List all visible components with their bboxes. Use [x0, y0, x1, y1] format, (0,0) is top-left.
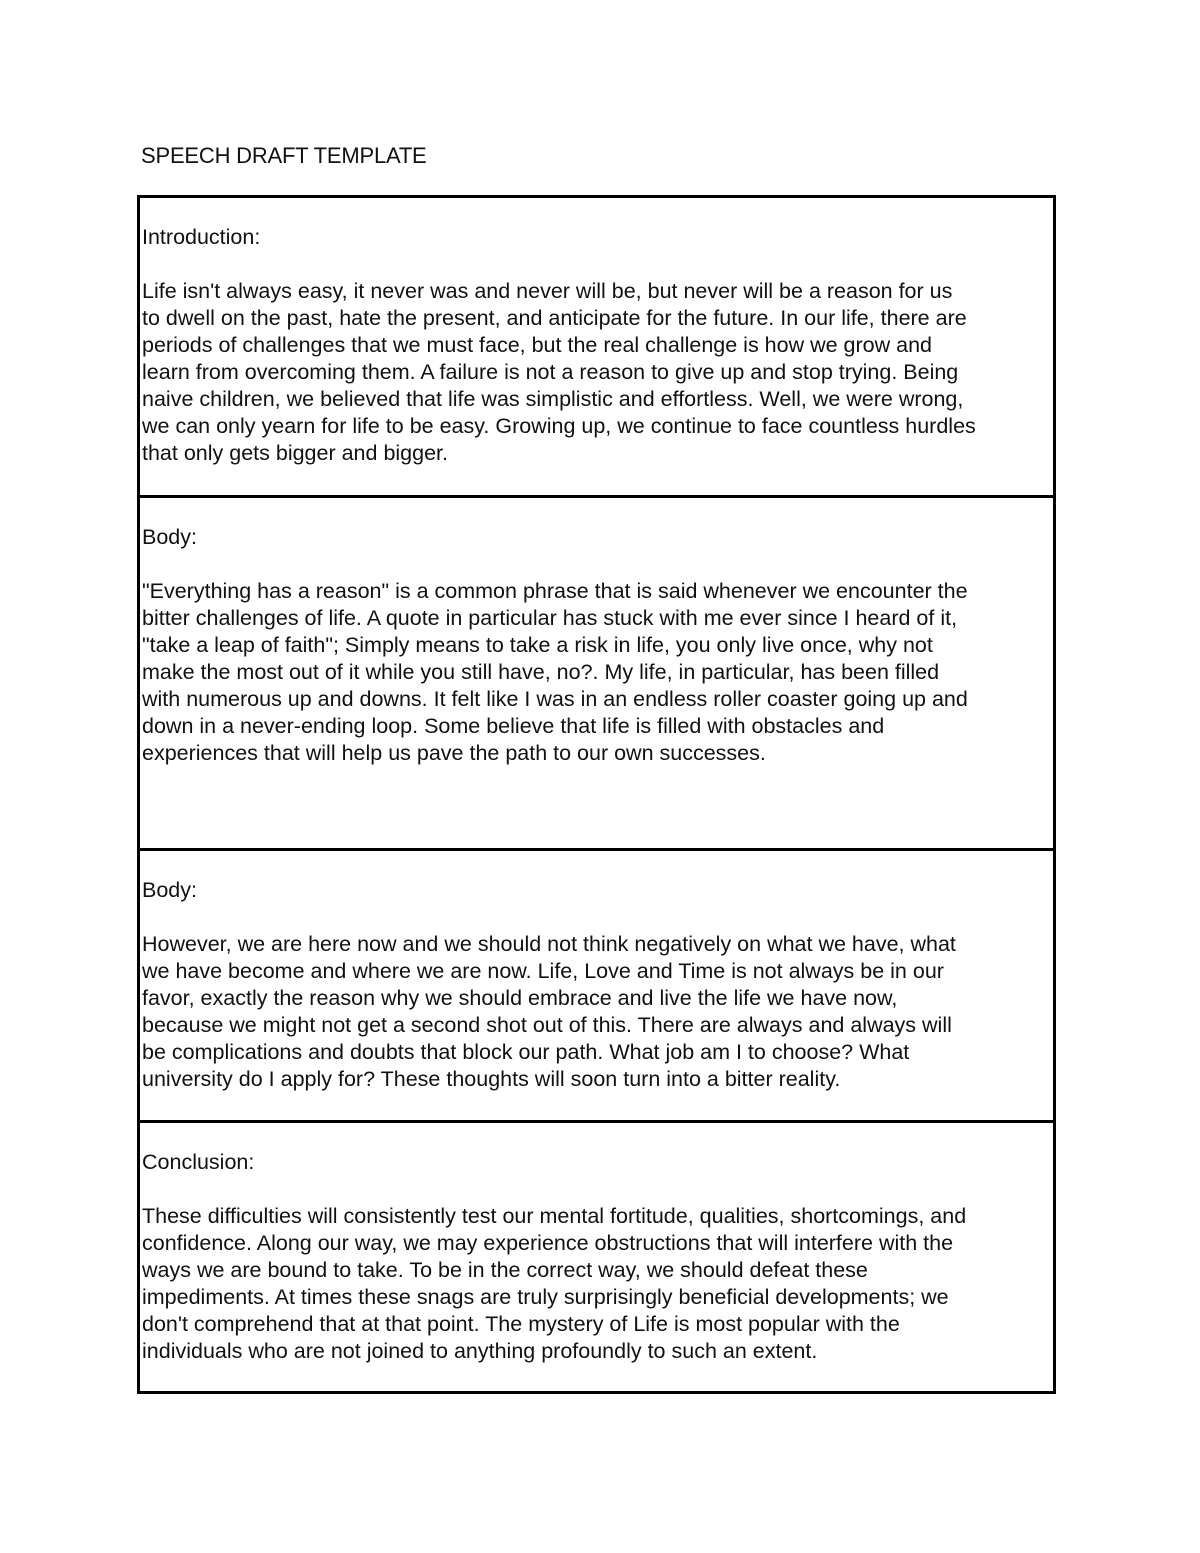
text-line: down in a never-ending loop. Some believe that life is filled with obstacles and [142, 714, 885, 738]
text-line: to dwell on the past, hate the present, and anticipate for the future. In our life, there are [142, 306, 967, 330]
text-line: that only gets bigger and bigger. [142, 441, 448, 465]
text-line: "take a leap of faith"; Simply means to take a risk in life, you only live once, why not [142, 633, 933, 657]
section-heading: Body: [142, 878, 197, 902]
text-line: bitter challenges of life. A quote in particular has stuck with me ever since I heard of it, [142, 606, 958, 630]
text-line: individuals who are not joined to anything profoundly to such an extent. [142, 1339, 818, 1363]
text-line: learn from overcoming them. A failure is not a reason to give up and stop trying. Being [142, 360, 959, 384]
text-line: be complications and doubts that block our path. What job am I to choose? What [142, 1040, 910, 1064]
page-title: SPEECH DRAFT TEMPLATE [141, 143, 427, 168]
section-heading: Conclusion: [142, 1150, 255, 1174]
text-line: we have become and where we are now. Life, Love and Time is not always be in our [142, 959, 944, 983]
text-line: we can only yearn for life to be easy. Growing up, we continue to face countless hurdles [142, 414, 976, 438]
text-line: periods of challenges that we must face, but the real challenge is how we grow and [142, 333, 932, 357]
section-text [142, 578, 1051, 767]
text-line: make the most out of it while you still have, no?. My life, in particular, has been filled [142, 660, 940, 684]
section-conclusion [140, 1123, 1053, 1391]
section-text [142, 278, 1051, 467]
text-line: because we might not get a second shot out of this. There are always and always will [142, 1013, 952, 1037]
text-line: with numerous up and downs. It felt like I was in an endless roller coaster going up and [142, 687, 968, 711]
text-line: favor, exactly the reason why we should embrace and live the life we have now, [142, 986, 898, 1010]
text-line: "Everything has a reason" is a common phrase that is said whenever we encounter the [142, 579, 968, 603]
text-line: However, we are here now and we should not think negatively on what we have, what [142, 932, 956, 956]
text-line: ways we are bound to take. To be in the correct way, we should defeat these [142, 1258, 868, 1282]
text-line: experiences that will help us pave the path to our own successes. [142, 741, 766, 765]
section-heading: Introduction: [142, 225, 261, 249]
section-body-2 [140, 851, 1053, 1123]
text-line: impediments. At times these snags are truly surprisingly beneficial developments; we [142, 1285, 949, 1309]
text-line: naive children, we believed that life was simplistic and effortless. Well, we were wrong, [142, 387, 964, 411]
speech-draft-table [137, 195, 1056, 1394]
text-line: confidence. Along our way, we may experience obstructions that will interfere with the [142, 1231, 954, 1255]
text-line: don't comprehend that at that point. The mystery of Life is most popular with the [142, 1312, 900, 1336]
section-introduction [140, 198, 1053, 498]
text-line: university do I apply for? These thoughts will soon turn into a bitter reality. [142, 1067, 841, 1091]
section-text [142, 931, 1051, 1093]
section-body-1 [140, 498, 1053, 851]
text-line: Life isn't always easy, it never was and never will be, but never will be a reason for us [142, 279, 953, 303]
section-heading: Body: [142, 525, 197, 549]
text-line: These difficulties will consistently test our mental fortitude, qualities, shortcomings, and [142, 1204, 967, 1228]
section-text [142, 1203, 1051, 1365]
